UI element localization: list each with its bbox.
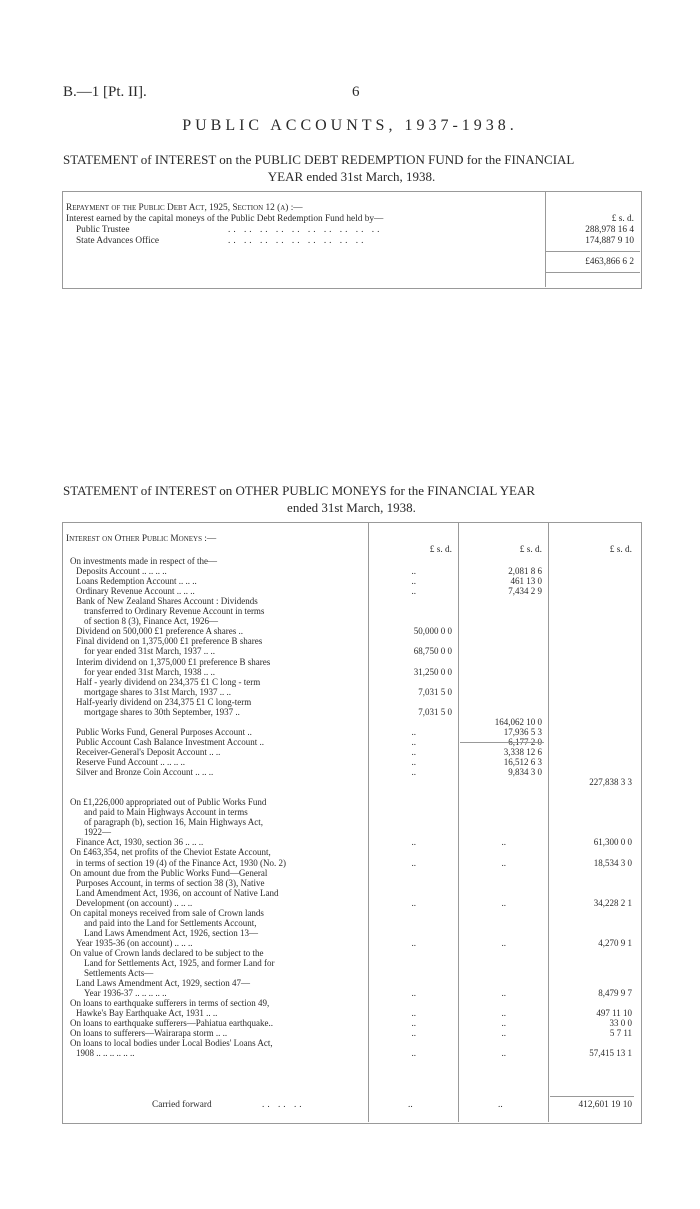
amount-c1: .. bbox=[411, 837, 416, 848]
amount-c1: .. bbox=[411, 757, 416, 767]
line-text: Interim dividend on 1,375,000 £1 preference B shares bbox=[76, 656, 271, 667]
amount-c2: 17,936 5 3 bbox=[503, 726, 542, 737]
line-text: Land for Settlements Act, 1925, and former Land for bbox=[84, 958, 275, 968]
line-text: On loans to earthquake sufferers—Pahiatua earthquake.. bbox=[70, 1018, 274, 1029]
amount-c3: 497 11 10 bbox=[596, 1008, 632, 1019]
line-text: Loans Redemption Account .. .. .. bbox=[76, 576, 197, 587]
amount-c1: 50,000 0 0 bbox=[413, 626, 452, 637]
amount-c2: .. bbox=[501, 837, 506, 848]
line-text: for year ended 31st March, 1937 .. .. bbox=[84, 646, 215, 657]
subtotal-rule bbox=[460, 742, 544, 743]
amount-c1: .. bbox=[411, 726, 416, 737]
line-text: and paid into the Land for Settlements Account, bbox=[84, 917, 257, 928]
line-text: mortgage shares to 31st March, 1937 .. .. bbox=[84, 686, 231, 697]
col-header-2: £ s. d. bbox=[519, 545, 542, 555]
amount-c1: 68,750 0 0 bbox=[413, 646, 452, 657]
line-text: On amount due from the Public Works Fund—General bbox=[70, 867, 268, 878]
page-reference: B.—1 [Pt. II]. bbox=[63, 84, 147, 100]
document-title: PUBLIC ACCOUNTS, 1937-1938. bbox=[182, 117, 518, 134]
leader-dots: .. .. .. .. .. .. .. .. .. bbox=[228, 236, 367, 246]
amount-c1: .. bbox=[411, 746, 416, 757]
amount-c2: .. bbox=[501, 897, 506, 908]
amount-c3: 4,270 9 1 bbox=[598, 937, 632, 948]
line-text: On capital moneys received from sale of Crown lands bbox=[70, 907, 264, 918]
line-text: Year 1935-36 (on account) .. .. .. bbox=[76, 937, 193, 948]
statement2-column-divider-3 bbox=[548, 522, 549, 1122]
line-text: On loans to sufferers—Wairarapa storm .. .. bbox=[70, 1028, 228, 1039]
amount-c2: 6,177 2 0 bbox=[508, 736, 542, 747]
amount-c2: .. bbox=[501, 1018, 506, 1029]
line-text: Hawke's Bay Earthquake Act, 1931 .. .. bbox=[76, 1008, 218, 1019]
statement1-subheading: Interest earned by the capital moneys of the Public Debt Redemption Fund held by— bbox=[66, 214, 384, 224]
amount-c1: .. bbox=[411, 1028, 416, 1039]
amount-c3: 33 0 0 bbox=[609, 1018, 632, 1029]
amount-c1: .. bbox=[411, 566, 416, 577]
line-text: of section 8 (3), Finance Act, 1926— bbox=[84, 616, 218, 627]
col-header-3: £ s. d. bbox=[609, 545, 632, 555]
page-number: 6 bbox=[352, 84, 360, 100]
line-text: Silver and Bronze Coin Account .. .. .. bbox=[76, 767, 214, 778]
line-text: Half-yearly dividend on 234,375 £1 C long-term bbox=[76, 696, 252, 707]
amount-c3: 227,838 3 3 bbox=[589, 777, 632, 788]
line-text: Land Amendment Act, 1936, on account of Native Land bbox=[76, 887, 279, 898]
line-text: On loans to earthquake sufferers in terms of section 49, bbox=[70, 998, 270, 1009]
amount-c2: 2,081 8 6 bbox=[508, 566, 542, 577]
amount-c1: .. bbox=[411, 1018, 416, 1029]
line-text: Land Laws Amendment Act, 1926, section 13— bbox=[84, 927, 258, 938]
col-header-1: £ s. d. bbox=[429, 545, 452, 555]
amount-c3: 34,228 2 1 bbox=[593, 897, 632, 908]
amount-c2: .. bbox=[501, 1048, 506, 1059]
amount-c1: 7,031 5 0 bbox=[418, 686, 452, 697]
amount-c1: 7,031 5 0 bbox=[418, 706, 452, 717]
amount-c1: .. bbox=[411, 937, 416, 948]
amount-c2: 164,062 10 0 bbox=[494, 716, 542, 727]
leader-dots: .. .. .. bbox=[262, 1100, 305, 1110]
statement1-currency-header: £ s. d. bbox=[611, 214, 634, 224]
statement1-title bbox=[63, 151, 640, 185]
amount-c2: .. bbox=[501, 1028, 506, 1039]
line-text: Bank of New Zealand Shares Account : Dividends bbox=[76, 596, 258, 607]
line-text: 1908 .. .. .. .. .. .. bbox=[76, 1048, 135, 1059]
line-text: Deposits Account .. .. .. .. bbox=[76, 566, 167, 577]
line-text: Ordinary Revenue Account .. .. .. bbox=[76, 586, 195, 597]
statement1-title-line2: YEAR ended 31st March, 1938. bbox=[267, 169, 436, 184]
statement1-total-underline bbox=[545, 272, 640, 273]
line-text: Public Works Fund, General Purposes Account .. bbox=[76, 726, 252, 737]
amount-c2: .. bbox=[501, 937, 506, 948]
statement1-title-line1: STATEMENT of INTEREST on the PUBLIC DEBT REDEMPTION FUND for the FINANCIAL bbox=[63, 152, 575, 167]
amount-c1: .. bbox=[411, 736, 416, 747]
statement1-total: £463,866 6 2 bbox=[585, 257, 634, 267]
statement1-row-amount: 174,887 9 10 bbox=[585, 236, 634, 246]
amount-c3: 18,534 3 0 bbox=[593, 857, 632, 868]
carried-forward-c2: .. bbox=[498, 1100, 503, 1110]
line-text: Year 1936-37 .. .. .. .. .. bbox=[84, 988, 167, 999]
line-text: On £1,226,000 appropriated out of Public Works Fund bbox=[70, 797, 267, 808]
line-text: of paragraph (b), section 16, Main Highways Act, bbox=[84, 817, 263, 828]
statement1-row-label: State Advances Office bbox=[76, 236, 159, 246]
line-text: On investments made in respect of the— bbox=[70, 556, 217, 566]
amount-c1: .. bbox=[411, 767, 416, 778]
line-text: Purposes Account, in terms of section 38 (3), Native bbox=[76, 877, 265, 888]
amount-c1: .. bbox=[411, 988, 416, 999]
statement1-row-amount: 288,978 16 4 bbox=[585, 225, 634, 235]
line-text: transferred to Ordinary Revenue Account in terms bbox=[84, 606, 265, 617]
line-text: Half - yearly dividend on 234,375 £1 C long - term bbox=[76, 676, 261, 687]
line-text: Land Laws Amendment Act, 1929, section 47— bbox=[76, 978, 250, 989]
amount-c3: 5 7 11 bbox=[609, 1028, 632, 1039]
amount-c3: 57,415 13 1 bbox=[589, 1048, 632, 1059]
amount-c2: .. bbox=[501, 857, 506, 868]
line-text: On value of Crown lands declared to be subject to the bbox=[70, 947, 264, 958]
line-text: Dividend on 500,000 £1 preference A shares .. bbox=[76, 626, 243, 637]
carried-forward-label: Carried forward bbox=[152, 1100, 212, 1110]
amount-c3: 61,300 0 0 bbox=[593, 837, 632, 848]
statement2-title-line1: STATEMENT of INTEREST on OTHER PUBLIC MONEYS for the FINANCIAL YEAR bbox=[63, 483, 535, 498]
leader-dots: .. .. .. .. .. .. .. .. .. .. bbox=[228, 225, 383, 235]
statement1-total-rule bbox=[545, 251, 640, 252]
amount-c1: .. bbox=[411, 857, 416, 868]
line-text: Finance Act, 1930, section 36 .. .. .. bbox=[76, 837, 204, 848]
amount-c1: .. bbox=[411, 586, 416, 597]
statement1-row-label: Public Trustee bbox=[76, 225, 130, 235]
statement1-heading: Repayment of the Public Debt Act, 1925, Section 12 (a) :— bbox=[66, 203, 303, 213]
carried-forward-total: 412,601 19 10 bbox=[578, 1100, 632, 1110]
carried-forward-rule bbox=[550, 1096, 634, 1097]
line-text: in terms of section 19 (4) of the Finance Act, 1930 (No. 2) bbox=[76, 857, 286, 868]
amount-c2: 9,834 3 0 bbox=[508, 767, 542, 778]
line-text: 1922— bbox=[84, 827, 111, 838]
amount-c2: .. bbox=[501, 1008, 506, 1019]
amount-c2: .. bbox=[501, 988, 506, 999]
amount-c2: 3,338 12 6 bbox=[503, 746, 542, 757]
amount-c2: 7,434 2 9 bbox=[508, 586, 542, 597]
statement2-title bbox=[63, 482, 640, 516]
line-text: and paid to Main Highways Account in terms bbox=[84, 807, 248, 818]
amount-c2: 16,512 6 3 bbox=[503, 757, 542, 767]
amount-c2: 461 13 0 bbox=[510, 576, 542, 587]
line-text: Development (on account) .. .. .. bbox=[76, 897, 193, 908]
amount-c1: .. bbox=[411, 897, 416, 908]
statement2-column-divider-2 bbox=[458, 522, 459, 1122]
line-text: mortgage shares to 30th September, 1937 .. bbox=[84, 706, 240, 717]
statement2-title-line2: ended 31st March, 1938. bbox=[287, 500, 416, 515]
amount-c1: .. bbox=[411, 1008, 416, 1019]
statement2-column-divider-1 bbox=[368, 522, 369, 1122]
statement2-heading: Interest on Other Public Moneys :— bbox=[66, 534, 217, 544]
line-text: Public Account Cash Balance Investment Account .. bbox=[76, 736, 264, 747]
amount-c1: .. bbox=[411, 1048, 416, 1059]
line-text: for year ended 31st March, 1938 .. .. bbox=[84, 666, 215, 677]
line-text: Receiver-General's Deposit Account .. .. bbox=[76, 746, 221, 757]
amount-c1: 31,250 0 0 bbox=[413, 666, 452, 677]
amount-c3: 8,479 9 7 bbox=[598, 988, 632, 999]
line-text: Reserve Fund Account .. .. .. .. bbox=[76, 757, 185, 767]
line-text: On £463,354, net profits of the Cheviot Estate Account, bbox=[70, 847, 271, 858]
line-text: On loans to local bodies under Local Bodies' Loans Act, bbox=[70, 1038, 273, 1049]
amount-c1: .. bbox=[411, 576, 416, 587]
line-text: Settlements Acts— bbox=[84, 968, 154, 979]
line-text: Final dividend on 1,375,000 £1 preference B shares bbox=[76, 636, 263, 647]
carried-forward-c1: .. bbox=[408, 1100, 413, 1110]
